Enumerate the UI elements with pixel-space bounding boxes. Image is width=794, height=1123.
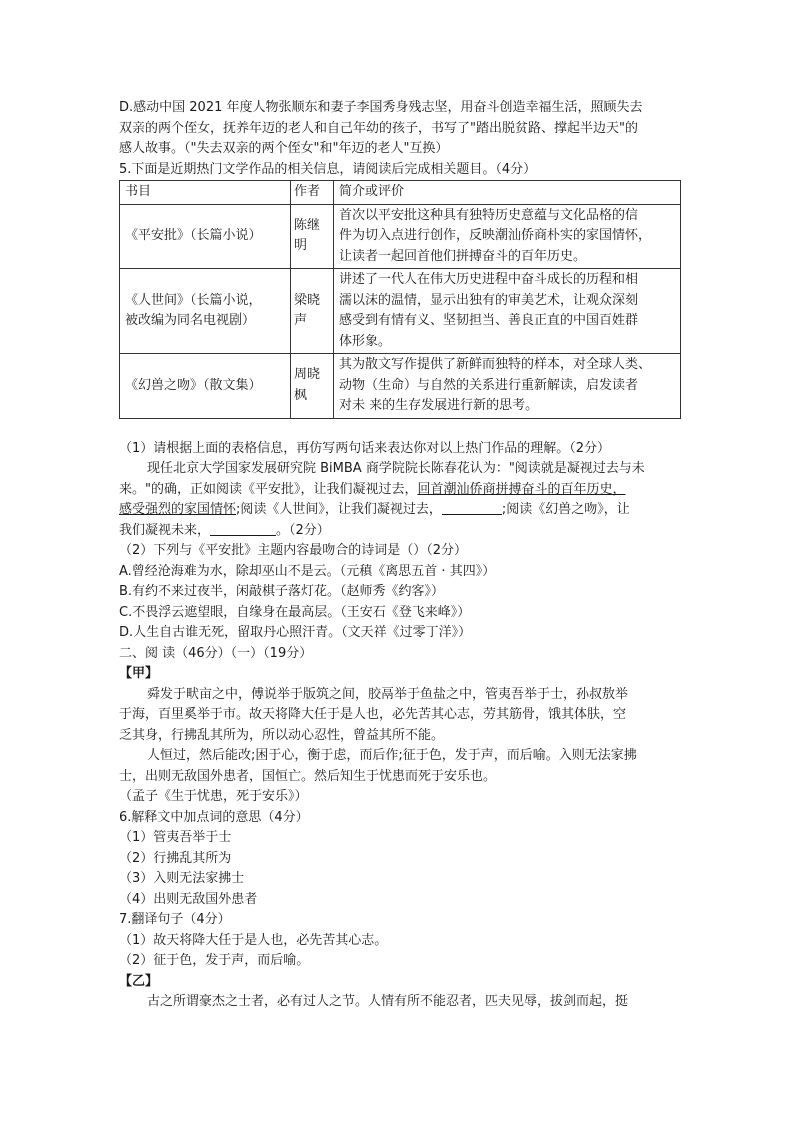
table-header-cell: 简介或评价 [334,181,681,205]
intro-line: 让读者一起回首他们拼搏奋斗的百年历史。 [339,248,587,264]
table-row [120,204,681,269]
books-table [119,180,681,419]
intro-line: 讲述了一代人在伟大历史进程中奋斗成长的历程和相 [339,272,639,287]
intro-line: 其为散文写作提供了新鲜而独特的样本，对全球人类、 [339,357,652,372]
author-cell: 陈继明 [291,204,334,269]
book-cell [120,204,291,269]
book-cell [120,354,291,419]
question-7-item: （2）征于色，发于声，而后喻。 [119,953,310,968]
question-6-item: （3）入则无法家拂士 [119,871,245,886]
intro-line: 首次以平安批这种具有独特历史意蕴与文化品格的信 [339,207,639,223]
passage-yi-label: 【乙】 [119,973,159,989]
author-cell: 梁晓声 [291,269,334,354]
q5-sub2-prompt: （2）下列与《平安批》主题内容最吻合的诗词是（）（2分） [119,543,468,558]
book-title: 《幻兽之吻》（散文集） [125,377,262,393]
intro-cell [334,269,681,354]
sub1-underlined-text: 回首潮汕侨商拼搏奋斗的百年历史， [417,481,626,497]
intro-line: 件为切入点进行创作，反映潮汕侨商朴实的家国情怀， [339,228,652,243]
option-c: C.不畏浮云遮望眼，自缘身在最高层。（王安石《登飞来峰》） [119,604,471,620]
question-6-item: （1）管夷吾举于士 [119,830,232,845]
passage-jia-line: 士，出则无敌国外患者，国恒亡。然后知生于忧患而死于安乐也。 [119,768,497,784]
book-title: 《平安批》（长篇小说） [125,228,262,243]
q5-sub1-line-4 [119,521,679,542]
sub1-text: ;阅读《人世间》，让我们凝视过去， [236,502,442,517]
q5-sub1-line-3 [119,500,679,521]
intro-line: 体形象。 [339,333,392,349]
section-2-heading: 二、阅 读（46分）（一）（19分） [119,645,313,661]
intro-line: 动物（生命）与自然的关系进行重新解读，启发读者 [339,377,639,393]
intro-cell [334,204,681,269]
question-6-item: （2）行拂乱其所为 [119,850,232,866]
document-content [119,98,679,1013]
intro-line: 对未 来的生存发展进行新的思考。 [339,398,539,413]
intro-cell [334,354,681,419]
table-row [120,354,681,419]
question-6-title: 6.解释文中加点词的意思（4分） [119,809,309,825]
sub1-text: 来。"的确，正如阅读《平安批》，让我们凝视过去， [119,481,418,497]
q5-sub1-line-2 [119,480,679,501]
question-6-item: （4）出则无敌国外患者 [119,891,258,907]
option-d-line-2: 双亲的两个侄女，抚养年迈的老人和自己年幼的孩子，书写了"踏出脱贫路、撑起半边天"的 [119,120,638,136]
sub1-text: ;阅读《幻兽之吻》，让 [501,502,630,517]
book-title: 《人世间》（长篇小说， [125,292,262,308]
answer-blank[interactable] [210,521,276,536]
sub1-underlined-text: 感受强烈的家国情怀 [119,502,237,517]
passage-jia-source: （孟子《生于忧患，死于安乐》） [119,789,308,804]
sub1-text: 我们凝视未来， [119,522,211,538]
answer-blank[interactable] [442,500,502,515]
q5-sub1-line-1: 现任北京大学国家发展研究院 BiMBA 商学院院长陈春花认为："阅读就是凝视过去与未 [147,461,645,476]
passage-jia-line: 舜发于畎亩之中，傅说举于版筑之间，胶鬲举于鱼盐之中，管夷吾举于士，孙叔敖举 [147,686,629,702]
book-title-note: 被改编为同名电视剧） [125,313,256,328]
option-d-line-1: D.感动中国 2021 年度人物张顺东和妻子李国秀身残志坚，用奋斗创造幸福生活，照顾失去 [119,100,643,115]
passage-jia-line: 乏其身，行拂乱其所为，所以动心忍性，曾益其所不能。 [119,727,445,743]
passage-jia-label: 【甲】 [119,666,159,681]
table-header-row [120,181,681,205]
intro-line: 感受到有情有义、坚韧担当、善良正直的中国百姓群 [339,313,639,328]
passage-jia-line: 于海，百里奚举于市。故天将降大任于是人也，必先苦其心志，劳其筋骨，饿其体肤，空 [119,707,627,722]
option-a: A.曾经沧海难为水，除却巫山不是云。（元稹《离思五首 · 其四》） [119,563,496,579]
table-row [120,269,681,354]
question-5-title: 5.下面是近期热门文学作品的相关信息，请阅读后完成相关题目。（4分） [119,161,537,177]
option-b: B.有约不来过夜半，闲敲棋子落灯花。（赵师秀《约客》） [119,584,445,599]
table-header-cell: 书目 [120,181,291,205]
book-cell [120,269,291,354]
passage-jia-line: 人恒过，然后能改;困于心，衡于虑，而后作;征于色，发于声，而后喻。入则无法家拂 [147,748,637,763]
q5-sub1-prompt: （1）请根据上面的表格信息，再仿写两句话来表达你对以上热门作品的理解。（2分） [119,440,611,456]
option-d: D.人生自古谁无死，留取丹心照汗青。（文天祥《过零丁洋》） [119,625,472,640]
intro-line: 濡以沫的温情，显示出独有的审美艺术，让观众深刻 [339,292,639,308]
author-cell: 周晓枫 [291,354,334,419]
option-d-line-3: 感人故事。（"失去双亲的两个侄女"和"年迈的老人"互换） [119,141,449,156]
question-7-title: 7.翻译句子（4分） [119,912,231,927]
passage-yi-line: 古之所谓豪杰之士者，必有过人之节。人情有所不能忍者，匹夫见辱，拔剑而起，挺 [147,994,629,1009]
table-header-cell: 作者 [291,181,334,205]
sub1-text: 。（2分） [276,522,330,538]
question-7-item: （1）故天将降大任于是人也，必先苦其心志。 [119,932,388,948]
